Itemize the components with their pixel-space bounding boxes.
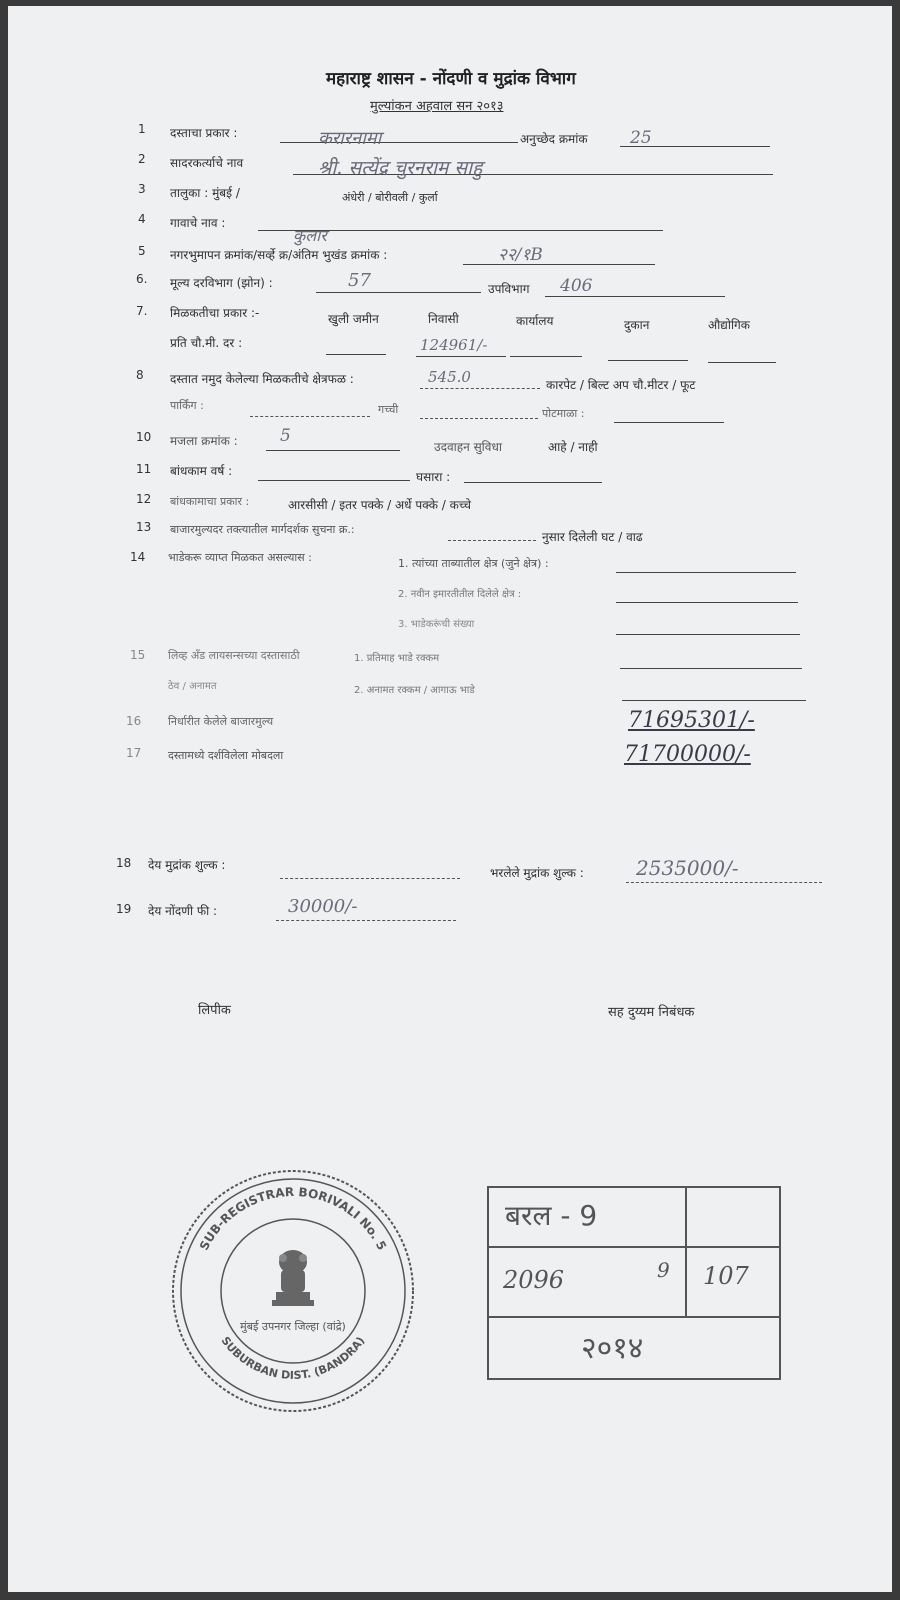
rate-per-sqm-label: प्रति चौ.मी. दर : (170, 336, 243, 350)
stamp-box-top: बरल - 9 (505, 1199, 598, 1232)
deposit-label: ठेव / अनामत (168, 681, 217, 692)
village-name-label: गावाचे नाव : (170, 216, 226, 230)
area-unit: कारपेट / बिल्ट अप चौ.मीटर / फूट (546, 378, 696, 392)
stamp-box-total-pages: 107 (703, 1262, 749, 1290)
depreciation-label: घसारा : (416, 470, 451, 484)
field-number: 17 (126, 746, 142, 760)
lift-facility-options: आहे / नाही (548, 440, 598, 454)
area-label: दस्तात नमुद केलेल्या मिळकतीचे क्षेत्रफळ : (170, 372, 354, 386)
stamp-duty-paid-value: 2535000/- (636, 856, 739, 880)
clerk-signature-label: लिपीक (198, 1003, 231, 1018)
field-number: 5 (138, 244, 146, 258)
field-number: 1 (138, 122, 146, 136)
field-number: 10 (136, 430, 152, 444)
floor-number-label: मजला क्रमांक : (170, 434, 238, 448)
construction-type-label: बांधकामाचा प्रकार : (170, 495, 250, 508)
stamp-duty-paid-label: भरलेले मुद्रांक शुल्क : (490, 866, 584, 880)
parking-label: पार्किंग : (170, 399, 204, 412)
field-number: 16 (126, 714, 142, 728)
tenant-item-2: 2. नवीन इमारतीतील दिलेले क्षेत्र : (398, 589, 522, 600)
tenant-item-1: 1. त्यांच्या ताब्यातील क्षेत्र (जुने क्षेत्र) : (398, 557, 549, 570)
leave-license-item-2: 2. अनामत रक्कम / आगाऊ भाडे (354, 685, 475, 696)
tenant-property-label: भाडेकरू व्याप्त मिळकत असल्यास : (168, 551, 312, 564)
lift-facility-label: उदवाहन सुविधा (434, 440, 502, 454)
field-number: 19 (116, 902, 132, 916)
area-value: 545.0 (428, 368, 471, 386)
seal-bottom-text: SUBURBAN DIST. (BANDRA) (218, 1334, 368, 1383)
presenter-name-label: सादरकर्त्याचे नाव (170, 156, 244, 170)
property-type-open-land: खुली जमीन (328, 312, 379, 326)
terrace-label: गच्ची (378, 403, 399, 416)
registration-stamp-box (487, 1186, 781, 1380)
leave-license-item-1: 1. प्रतिमाह भाडे रक्कम (354, 653, 440, 664)
leave-license-label: लिव्ह अँड लायसन्सच्या दस्तासाठी (168, 649, 300, 662)
sub-registrar-signature-label: सह दुय्यम निबंधक (608, 1005, 695, 1020)
field-number: 13 (136, 520, 152, 534)
document-type-label: दस्ताचा प्रकार : (170, 126, 238, 140)
stamp-box-doc-number: 2096 (503, 1266, 565, 1294)
construction-type-options: आरसीसी / इतर पक्के / अर्धे पक्के / कच्चे (288, 498, 471, 512)
consideration-value: 71700000/- (624, 742, 751, 767)
market-value-value: 71695301/- (628, 708, 755, 733)
stamp-box-page: 9 (657, 1258, 670, 1282)
seal-outer-text: SUB-REGISTRAR BORIVALI No. 5 (196, 1184, 390, 1253)
tenant-item-3: 3. भाडेकरूंची संख्या (398, 619, 475, 630)
guideline-label: बाजारमुल्यदर तक्त्यातील मार्गदर्शक सुचना क्र.: (170, 523, 355, 536)
field-number: 14 (130, 550, 146, 564)
field-number: 8 (136, 368, 144, 382)
stamp-box-year: २०१४ (581, 1331, 644, 1366)
presenter-name-value: श्री. सत्येंद्र चुरनराम साहु (318, 157, 483, 179)
taluka-label: तालुका : मुंबई / (170, 186, 240, 200)
value-zone-value: 57 (348, 270, 371, 291)
field-number: 2 (138, 152, 146, 166)
value-zone-label: मूल्य दरविभाग (झोन) : (170, 276, 273, 290)
sub-registrar-seal (168, 1166, 418, 1416)
property-type-label: मिळकतीचा प्रकार :- (170, 306, 260, 320)
field-number: 3 (138, 182, 146, 196)
document-title: महाराष्ट्र शासन - नोंदणी व मुद्रांक विभाग (326, 69, 576, 89)
property-type-residential: निवासी (428, 312, 459, 326)
document-page (8, 6, 892, 1592)
sub-zone-value: 406 (560, 276, 593, 296)
floor-number-value: 5 (280, 426, 291, 446)
article-number-label: अनुच्छेद क्रमांक (520, 132, 588, 146)
field-number: 12 (136, 492, 152, 506)
market-value-label: निर्धारीत केलेले बाजारमुल्य (168, 715, 274, 728)
taluka-options: अंधेरी / बोरीवली / कुर्ला (342, 191, 438, 204)
registration-fee-value: 30000/- (288, 896, 358, 917)
survey-number-label: नगरभुमापन क्रमांक/सर्व्हे क्र/अंतिम भुखंड क्रमांक : (170, 248, 388, 262)
document-type-value: करारनामा (318, 128, 382, 149)
registration-fee-label: देय नोंदणी फी : (148, 904, 218, 918)
sub-zone-label: उपविभाग (488, 282, 530, 296)
guideline-adjustment-label: नुसार दिलेली घट / वाढ (542, 530, 643, 544)
property-type-office: कार्यालय (516, 314, 554, 328)
survey-number-value: २२/१B (498, 245, 543, 265)
mezzanine-label: पोटमाळा : (542, 407, 585, 420)
construction-year-label: बांधकाम वर्ष : (170, 464, 233, 478)
property-type-shop: दुकान (624, 318, 650, 332)
field-number: 18 (116, 856, 132, 870)
field-number: 7. (136, 304, 148, 318)
article-number-value: 25 (630, 128, 652, 148)
document-subtitle: मुल्यांकन अहवाल सन २०१३ (370, 99, 504, 114)
rate-per-sqm-value: 124961/- (420, 336, 488, 354)
field-number: 15 (130, 648, 146, 662)
village-name-value: कुलार (293, 226, 327, 245)
stamp-duty-due-label: देय मुद्रांक शुल्क : (148, 858, 226, 872)
emblem-icon (272, 1250, 314, 1306)
consideration-label: दस्तामध्ये दर्शविलेला मोबदला (168, 749, 284, 762)
seal-inner-text: मुंबई उपनगर जिल्हा (वांद्रे) (240, 1320, 346, 1333)
property-type-industrial: औद्योगिक (708, 318, 751, 332)
field-number: 4 (138, 212, 146, 226)
field-number: 11 (136, 462, 152, 476)
field-number: 6. (136, 272, 148, 286)
